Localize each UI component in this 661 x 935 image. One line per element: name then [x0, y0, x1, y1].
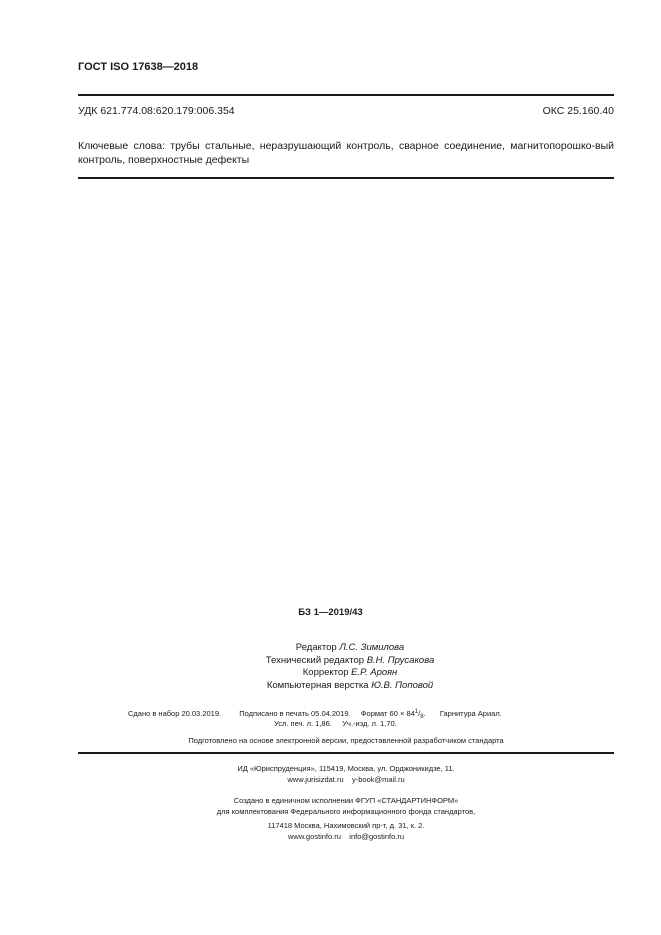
publisher-contacts [0, 774, 661, 785]
document-designation: ГОСТ ISO 17638—2018 [78, 61, 199, 73]
publisher-email[interactable]: y-book@mail.ru [351, 775, 405, 784]
print-sheets: Усл. печ. л. 1,86. [274, 719, 332, 728]
credit-layout: Компьютерная верстка Ю.В. Поповой [266, 679, 434, 691]
editorial-credits [0, 642, 661, 692]
udk-code: УДК 621.774.08:620.179:006.354 [78, 105, 235, 117]
standartinform-line-1: Создано в единичном исполнении ФГУП «СТАНДАРТИНФОРМ» [233, 796, 459, 805]
standartinform-address: 117418 Москва, Нахимовский пр-т, д. 31, к. 2. [267, 821, 425, 830]
standartinform-line-2: для комплектования Федерального информационного фонда стандартов, [216, 807, 476, 816]
submitted-date: Сдано в набор 20.03.2019. [128, 709, 222, 718]
edition-sheets: Уч.-изд. л. 1,70. [342, 719, 397, 728]
standartinform-block [0, 795, 661, 842]
gostinfo-site[interactable]: www.gostinfo.ru [287, 832, 341, 841]
paper-format: Формат $60 \times 84^1/_8$. [360, 709, 426, 720]
publisher-block [0, 763, 661, 785]
credit-corrector: Корректор Е.Р. Ароян [302, 667, 398, 678]
print-info-line-2 [274, 719, 397, 728]
bottom-rule [78, 752, 614, 754]
publisher-site[interactable]: www.jurisizdat.ru [287, 775, 344, 784]
standartinform-contacts [0, 831, 661, 842]
gostinfo-email[interactable]: info@gostinfo.ru [349, 832, 405, 841]
credit-tech-editor: Технический редактор В.Н. Прусакова [265, 654, 435, 666]
typeface: Гарнитура Ариал. [439, 709, 502, 718]
oks-code: ОКС 25.160.40 [542, 105, 614, 117]
keywords-paragraph: Ключевые слова: трубы стальные, неразрушающий контроль, сварное соединение, магнитопорошко-вый контроль, поверхностные дефекты [78, 140, 614, 166]
bz-number: БЗ 1—2019/43 [298, 607, 363, 618]
prepared-note: Подготовлено на основе электронной версии, предоставленной разработчиком стандарта [188, 736, 504, 745]
signed-date: Подписано в печать 05.04.2019. [239, 709, 351, 718]
top-rule [78, 94, 614, 96]
credit-editor: Редактор Л.С. Зимилова [295, 642, 405, 653]
keywords-rule [78, 177, 614, 179]
publisher-address: ИД «Юриспруденция», 115419, Москва, ул. Орджоникидзе, 11. [237, 764, 455, 773]
